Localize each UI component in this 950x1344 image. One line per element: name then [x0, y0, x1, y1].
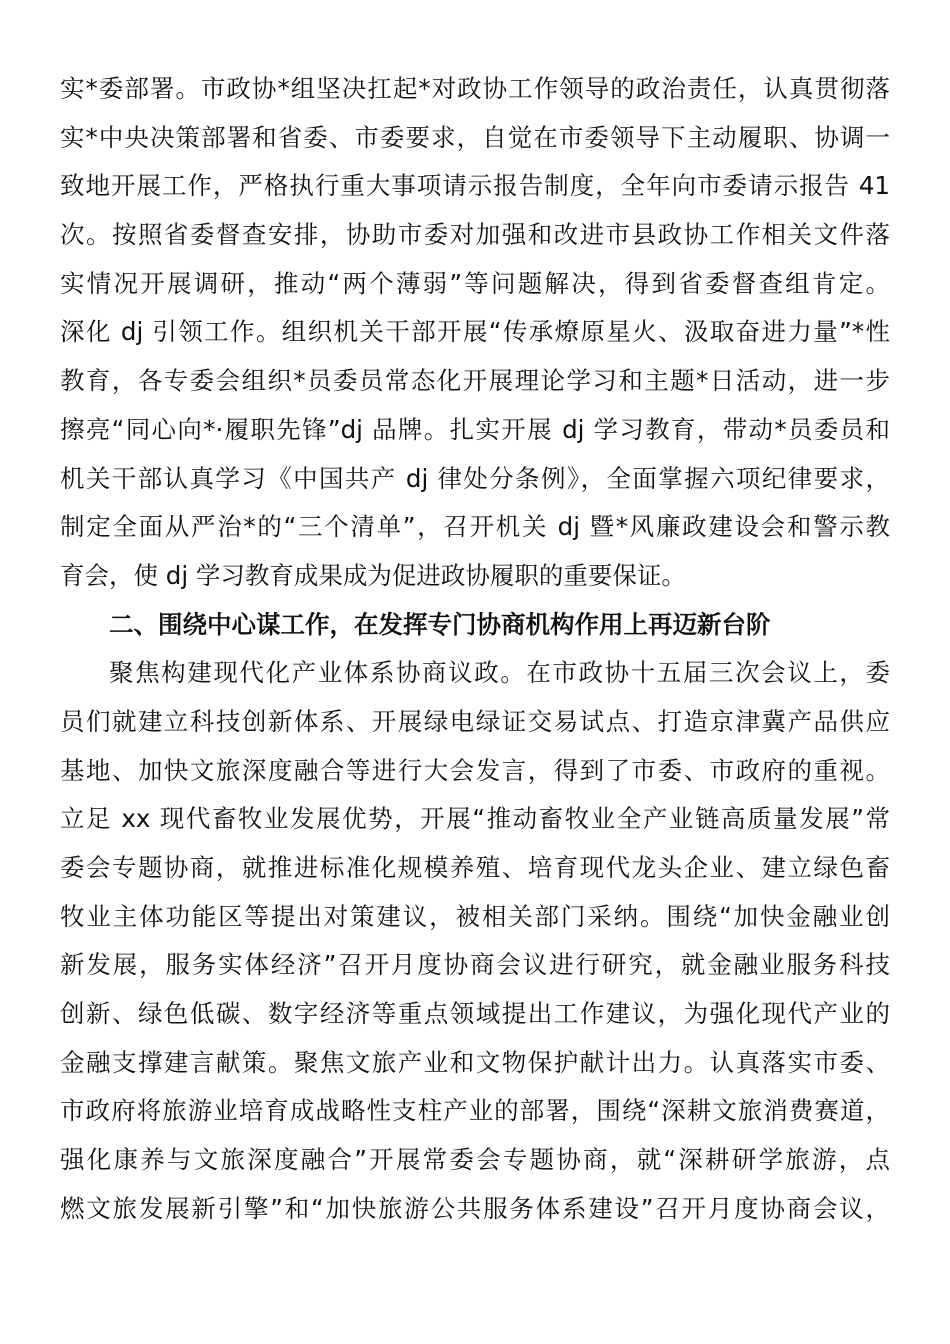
text-line: 金融支撑建言献策。聚焦文旅产业和文物保护献计出力。认真落实市委、: [60, 1047, 890, 1077]
text-line: 次。按照省委督查安排，协助市委对加强和改进市县政协工作相关文件落: [60, 220, 890, 250]
text-line: 市政府将旅游业培育成战略性支柱产业的部署，围绕“深耕文旅消费赛道，: [60, 1096, 890, 1126]
text-line: 深化 dj 引领工作。组织机关干部开展“传承燎原星火、汲取奋进力量”*性: [60, 317, 890, 347]
text-line: 机关干部认真学习《中国共产 dj 律处分条例》，全面掌握六项纪律要求，: [60, 463, 890, 493]
text-line: 实*中央决策部署和省委、市委要求，自觉在市委领导下主动履职、协调一: [60, 122, 890, 152]
text-line: 致地开展工作，严格执行重大事项请示报告制度，全年向市委请示报告 41: [60, 171, 890, 201]
text-line: 教育，各专委会组织*员委员常态化开展理论学习和主题*日活动，进一步: [60, 366, 890, 396]
text-line: 基地、加快文旅深度融合等进行大会发言，得到了市委、市政府的重视。: [60, 755, 890, 785]
text-line: 立足 xx 现代畜牧业发展优势，开展“推动畜牧业全产业链高质量发展”常: [60, 804, 890, 834]
text-line: 委会专题协商，就推进标准化规模养殖、培育现代龙头企业、建立绿色畜: [60, 853, 890, 882]
text-line: 实*委部署。市政协*组坚决扛起*对政协工作领导的政治责任，认真贯彻落: [60, 74, 890, 103]
text-line: 实情况开展调研，推动“两个薄弱”等问题解决，得到省委督查组肯定。: [60, 268, 890, 298]
paragraph-last-line: 育会，使 dj 学习教育成果成为促进政协履职的重要保证。: [60, 560, 686, 590]
text-line: 员们就建立科技创新体系、开展绿电绿证交易试点、打造京津冀产品供应: [60, 706, 890, 736]
text-line: 燃文旅发展新引擎”和“加快旅游公共服务体系建设”召开月度协商会议，: [60, 1193, 890, 1223]
paragraph-first-line: 聚焦构建现代化产业体系协商议政。在市政协十五届三次会议上，委: [109, 658, 890, 688]
text-line: 牧业主体功能区等提出对策建议，被相关部门采纳。围绕“加快金融业创: [60, 901, 890, 931]
section-heading: 二、围绕中心谋工作，在发挥专门协商机构作用上再迈新台阶: [109, 609, 771, 639]
text-line: 创新、绿色低碳、数字经济等重点领域提出工作建议，为强化现代产业的: [60, 999, 890, 1029]
text-line: 制定全面从严治*的“三个清单”，召开机关 dj 暨*风廉政建设会和警示教: [60, 512, 890, 542]
text-line: 擦亮“同心向*·履职先锋”dj 品牌。扎实开展 dj 学习教育，带动*员委员和: [60, 414, 890, 444]
text-line: 新发展，服务实体经济”召开月度协商会议进行研究，就金融业服务科技: [60, 950, 890, 980]
text-line: 强化康养与文旅深度融合”开展常委会专题协商，就“深耕研学旅游，点: [60, 1145, 890, 1175]
document-body: [60, 65, 890, 1234]
